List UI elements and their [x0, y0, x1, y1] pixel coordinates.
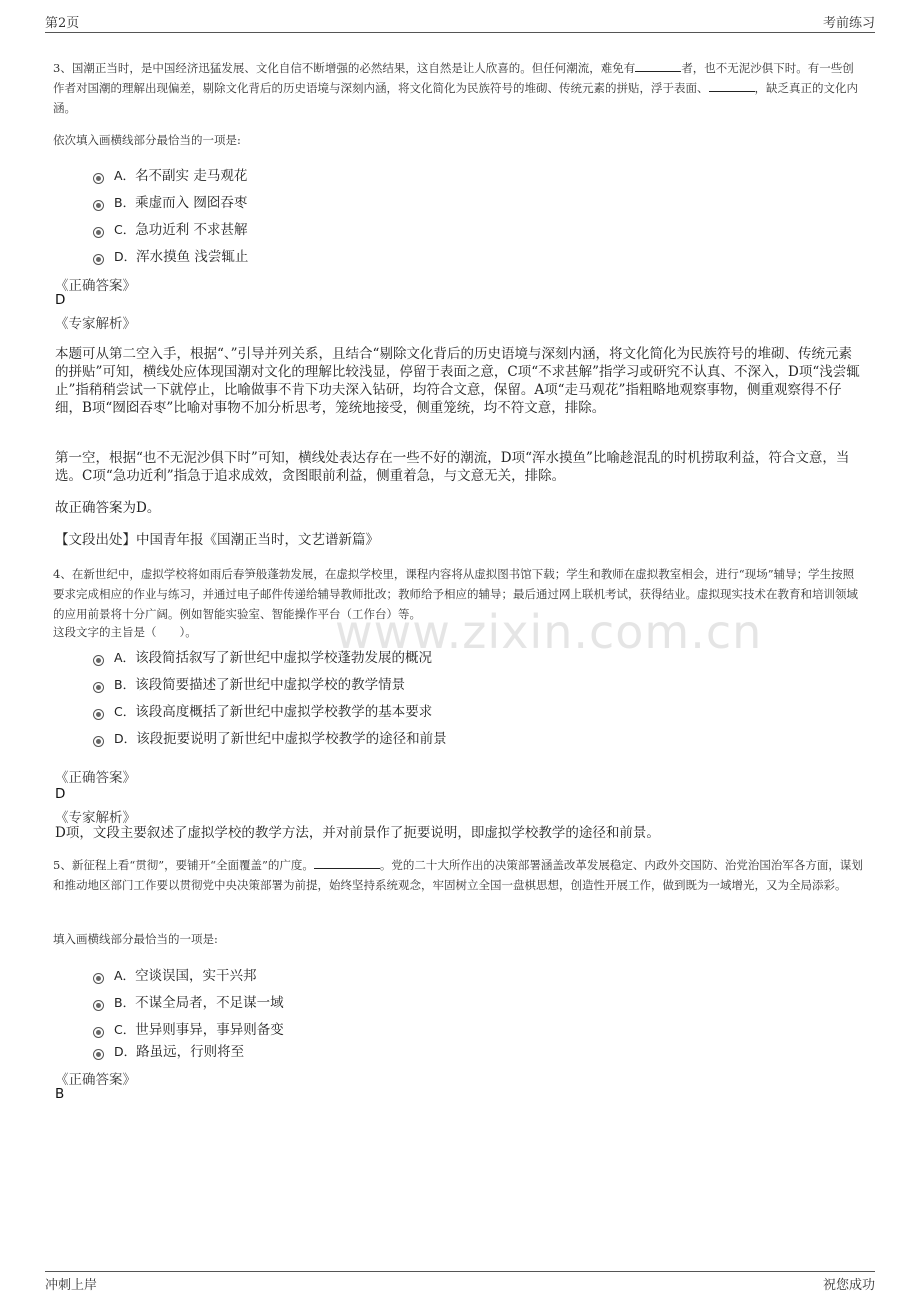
analysis-paragraph: 本题可从第二空入手，根据“、”引导并列关系，且结合“剔除文化背后的历史语境与深刻内涵，将文化简化为民族符号的堆砌、传统元素的拼贴”可知，横线处应体现国潮对文化的理解比较浅显，停留于表面之意，C项“不求甚解”指学习或研究不认真、不深入，D项“浅尝辄止”指稍稍尝试一下就停止，比喻做事不肯下功夫深入钻研，均符合文意，保留。A项“走马观花”指粗略地观察事物，侧重观察得不仔细，B项“囫囵吞枣”比喻对事物不加分析思考，笼统地接受，侧重笼统，均不符文意，排除。	[55, 346, 860, 416]
answer-label: 《正确答案》	[55, 278, 136, 294]
radio-icon[interactable]	[93, 1027, 104, 1038]
option-b[interactable]: B．该段简要描述了新世纪中虚拟学校的教学情景	[93, 673, 405, 693]
answer-label: 《正确答案》	[55, 1072, 136, 1088]
option-c[interactable]: C．急功近利 不求甚解	[93, 218, 248, 238]
page-number: 第2页	[45, 16, 80, 31]
answer-value: D	[55, 292, 66, 308]
question-4-stem: 4、在新世纪中，虚拟学校将如雨后春笋般蓬勃发展，在虚拟学校里，课程内容将从虚拟图书馆下载；学生和教师在虚拟教室相会，进行“现场”辅导；学生按照要求完成相应的作业与练习，并通过电子邮件传递给辅导教师批改；教师给予相应的辅导；最后通过网上联机考试，获得结业。虚拟现实技术在教育和培训领域的应用前景将十分广阔。例如智能实验室、智能操作平台（工作台）等。	[53, 567, 858, 621]
page-footer	[45, 1271, 875, 1294]
option-a[interactable]: A．名不副实 走马观花	[93, 164, 247, 184]
option-b[interactable]: B．不谋全局者，不足谋一域	[93, 991, 284, 1011]
source-citation: 【文段出处】中国青年报《国潮正当时，文艺谱新篇》	[55, 532, 379, 548]
analysis-label: 《专家解析》	[55, 810, 136, 826]
answer-label: 《正确答案》	[55, 770, 136, 786]
option-a[interactable]: A．空谈误国，实干兴邦	[93, 964, 257, 984]
option-c[interactable]: C．该段高度概括了新世纪中虚拟学校教学的基本要求	[93, 700, 432, 720]
analysis-conclusion: 故正确答案为D。	[55, 500, 161, 516]
radio-icon[interactable]	[93, 173, 104, 184]
question-5-prompt: 填入画横线部分最恰当的一项是:	[53, 932, 218, 946]
option-c[interactable]: C．世异则事异，事异则备变	[93, 1018, 284, 1038]
option-a[interactable]: A．该段简括叙写了新世纪中虚拟学校蓬勃发展的概况	[93, 646, 432, 666]
page-header	[45, 12, 875, 33]
blank-2	[709, 78, 755, 92]
footer-right: 祝您成功	[822, 1278, 875, 1293]
question-5-stem: 5、新征程上看“贯彻”，要铺开“全面覆盖”的广度。 。党的二十大所作出的决策部署涵盖改革发展稳定、内政外交国防、治党治国治军各方面，谋划和推动地区部门工作要以贯彻党中央决策部署为前提，始终坚持系统观念，牢固树立全国一盘棋思想，创造性开展工作，做到既为一域增光，又为全局添彩。	[53, 855, 863, 895]
analysis-paragraph: D项，文段主要叙述了虚拟学校的教学方法，并对前景作了扼要说明，即虚拟学校教学的途径和前景。	[55, 825, 660, 841]
analysis-label: 《专家解析》	[55, 316, 136, 332]
blank-1	[635, 58, 681, 72]
radio-icon[interactable]	[93, 682, 104, 693]
header-title: 考前练习	[822, 16, 875, 31]
radio-icon[interactable]	[93, 200, 104, 211]
footer-left: 冲刺上岸	[45, 1278, 98, 1293]
radio-icon[interactable]	[93, 227, 104, 238]
option-d[interactable]: D．路虽远，行则将至	[93, 1040, 244, 1060]
analysis-paragraph: 第一空，根据“也不无泥沙俱下时”可知，横线处表达存在一些不好的潮流，D项“浑水摸鱼”比喻趁混乱的时机捞取利益，符合文意，当选。C项“急功近利”指急于追求成效，贪图眼前利益，侧重着急，与文意无关，排除。	[55, 450, 850, 484]
watermark: www.zixin.com.cn	[335, 605, 763, 659]
question-3-prompt: 依次填入画横线部分最恰当的一项是:	[53, 133, 241, 147]
question-4-prompt: 这段文字的主旨是（ ）。	[53, 625, 197, 639]
question-3-stem: 3、国潮正当时，是中国经济迅猛发展、文化自信不断增强的必然结果，这自然是让人欣喜的。但任何潮流，难免有 者，也不无泥沙俱下时。有一些创作者对国潮的理解出现偏差，剔除文化背后的历史语境与深刻内涵，将文化简化为民族符号的堆砌、传统元素的拼贴，浮于表面、 ，缺乏真正的文化内涵。	[53, 58, 863, 118]
answer-value: B	[55, 1086, 65, 1102]
radio-icon[interactable]	[93, 254, 104, 265]
radio-icon[interactable]	[93, 655, 104, 666]
option-d[interactable]: D．浑水摸鱼 浅尝辄止	[93, 245, 248, 265]
option-d[interactable]: D．该段扼要说明了新世纪中虚拟学校教学的途径和前景	[93, 727, 447, 747]
radio-icon[interactable]	[93, 973, 104, 984]
radio-icon[interactable]	[93, 1000, 104, 1011]
option-b[interactable]: B．乘虚而入 囫囵吞枣	[93, 191, 247, 211]
blank-1	[314, 855, 380, 869]
answer-value: D	[55, 786, 66, 802]
radio-icon[interactable]	[93, 709, 104, 720]
radio-icon[interactable]	[93, 1049, 104, 1060]
radio-icon[interactable]	[93, 736, 104, 747]
